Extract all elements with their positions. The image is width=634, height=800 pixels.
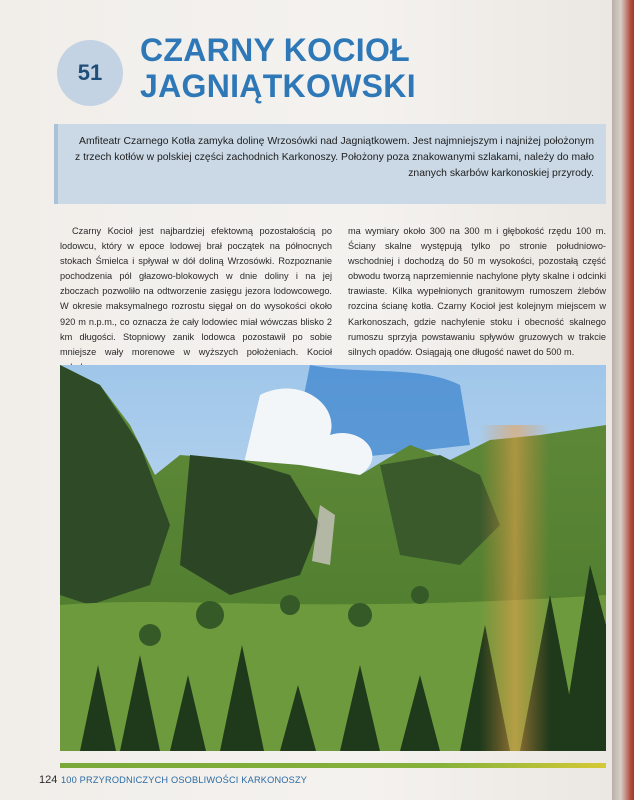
photo-illustration [60, 365, 606, 751]
chapter-title-line-2: JAGNIĄTKOWSKI [140, 68, 416, 104]
chapter-title [140, 32, 560, 104]
running-head: 100 PRZYRODNICZYCH OSOBLIWOŚCI KARKONOSZY [61, 775, 308, 785]
chapter-number: 51 [77, 60, 103, 85]
intro-box [54, 124, 606, 204]
intro-text: Amfiteatr Czarnego Kotła zamyka dolinę Wrzosówki nad Jagniątkowem. Jest najmniejszym i najniżej położonym z trzech kotłów w polskiej części zachodnich Karkonoszy. Położony poza znakowanymi szlakami, należy do mało znanych skarbów karkonoskiej przyrody. [75, 136, 594, 179]
book-page-edge [612, 0, 634, 800]
body-right-column: ma wymiary około 300 na 300 m i głębokość rzędu 100 m. Ściany skalne występują tylko po stronie południowo-wschodniej i dochodzą do 50 m wysokości, pozostałą część obwodu tworzą naprzemiennie nachylone płyty skalne i odcinki trawiaste. Kilka wypełnionych granitowym rumoszem żlebów rozcina ścianę kotła. Czarny Kocioł jest kolejnym miejscem w Karkonoszach, gdzie nachylenie stoku i obecność skalnego rumoszu sprzyja powstawaniu spływów gruzowych w trakcie silnych opadów. Osiągają one długość nawet do 500 m. [348, 226, 606, 357]
page-number: 124 [39, 774, 58, 786]
body-left-column: Czarny Kocioł jest najbardziej efektowną pozostałością po lodowcu, który w epoce lodowej brał początek na północnych stokach Śmielca i spływał w dół doliną Wrzosówki. Rozpoznanie pochodzenia pól głazowo-blokowych w dnie doliny i na jej zboczach pozwoliło na odtworzenie zasięgu jezora lodowcowego. W okresie maksymalnego rozrostu sięgał on do wysokości około 920 m n.p.m., co oznacza że cały lodowiec miał wówczas blisko 2 km długości. Stopniowy zanik lodowca pozostawił po sobie mniejsze wały morenowe w wyższych położeniach. Kocioł [60, 226, 332, 357]
footer-rule [60, 763, 606, 768]
chapter-number-badge [57, 40, 123, 106]
chapter-title-line-1: CZARNY KOCIOŁ [140, 32, 410, 68]
mountain-cirque-photo [60, 365, 606, 751]
